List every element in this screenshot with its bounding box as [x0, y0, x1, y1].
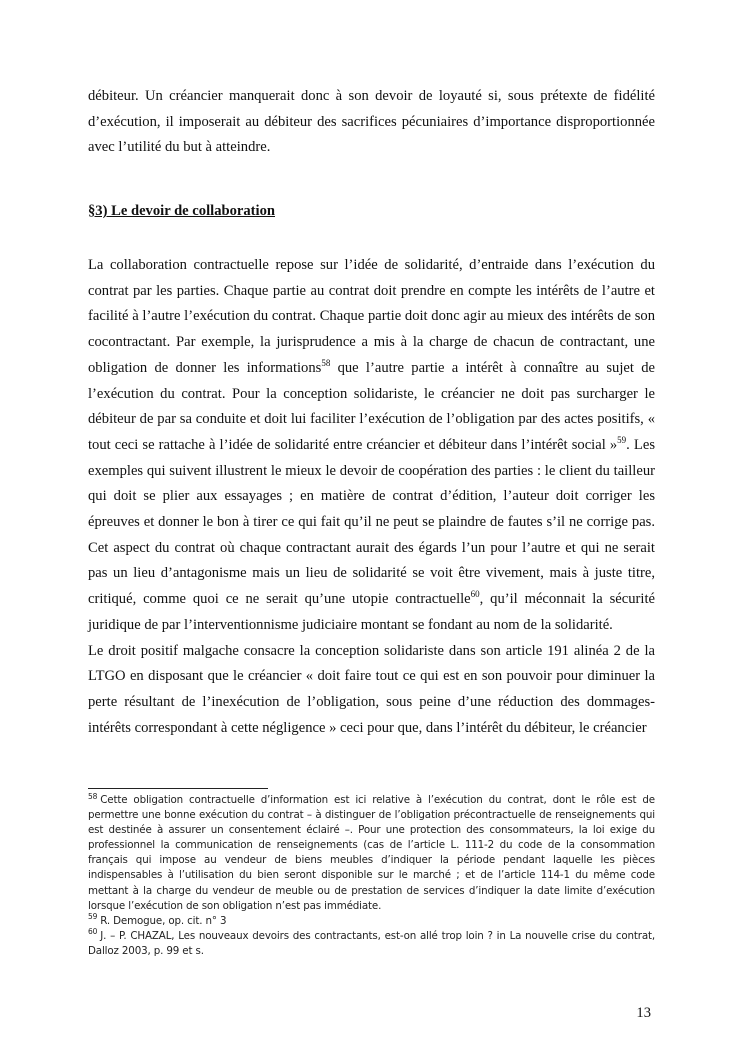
footnote-separator — [88, 788, 268, 789]
footnote-number: 58 — [88, 791, 98, 801]
paragraph-text: que l’autre partie a intérêt à connaître au sujet de l’exécution du contrat. Pour la conception solidariste, le créancier ne doit pas surcharger le débiteur de par sa conduite et doit lui faciliter l’exécution de l’obligation par des actes positifs, « tout ceci se rattache à l’idée de solidarité entre créancier et débiteur dans l’intérêt social » — [88, 359, 655, 453]
footnote-text: R. Demogue, op. cit. n° 3 — [100, 914, 227, 927]
footnote-number: 60 — [88, 927, 98, 937]
footnote-58 — [88, 793, 655, 914]
footnote-59 — [88, 914, 655, 929]
body-text-main — [88, 253, 655, 741]
footnote-number: 59 — [88, 912, 98, 922]
footnote-text: J. – P. CHAZAL, Les nouveaux devoirs des contractants, est-on allé trop loin ? in La nouvelle crise du contrat, Dalloz 2003, p. 99 et s. — [88, 929, 655, 957]
paragraph-text: . Les exemples qui suivent illustrent le mieux le devoir de coopération des parties : le client du tailleur qui doit se plier aux essayages ; en matière de contrat d’édition, l’auteur doit corriger les épreuves et donner le bon à tirer ce qui fait qu’il ne peut se plaindre de fautes s’il ne corrige pas. Cet aspect du contrat où chaque contractant aurait des égards l’un pour l’autre et qui ne serait pas un lieu d’antagonisme mais un lieu de solidarité se voit être vivement, mais à juste titre, critiqué, comme quoi ce ne serait qu’une utopie contractuelle — [88, 436, 655, 608]
page-number: 13 — [636, 1005, 651, 1021]
body-text-top — [88, 84, 655, 161]
footnote-ref-59[interactable]: 59 — [617, 435, 627, 446]
paragraph-droit-positif: Le droit positif malgache consacre la conception solidariste dans son article 191 alinéa 2 de la LTGO en disposant que le créancier « doit faire tout ce qui est en son pouvoir pour diminuer la perte résultant de l’inexécution de l’obligation, sous peine d’une réduction des dommages-intérêts correspondant à cette négligence » ceci pour que, dans l’intérêt du débiteur, le créancier — [88, 642, 655, 736]
footnotes — [88, 793, 655, 959]
paragraph-text: , qu’il méconnait la sécurité juridique de par l’interventionnisme judiciaire montant se fondant au nom de la solidarité. — [88, 591, 656, 633]
intro-paragraph: débiteur. Un créancier manquerait donc à son devoir de loyauté si, sous prétexte de fidélité d’exécution, il imposerait au débiteur des sacrifices pécuniaires d’importance disproportionnée avec l’utilité du but à atteindre. — [88, 88, 655, 156]
paragraph-text: La collaboration contractuelle repose sur l’idée de solidarité, d’entraide dans l’exécution du contrat par les parties. Chaque partie au contrat doit prendre en compte les intérêts de l’autre et facilité à l’autre l’exécution du contrat. Chaque partie doit donc agir au mieux des intérêts de son cocontractant. Par exemple, la jurisprudence a mis à la charge de chacun de contractant, une obligation de donner les informations — [88, 257, 655, 376]
footnote-text: Cette obligation contractuelle d’information est ici relative à l’exécution du contrat, dont le rôle est de permettre une bonne exécution du contrat – à distinguer de l’obligation précontractuelle de renseignements qui est destinée à assurer un consentement éclairé –. Pour une protection des consommateurs, la loi exige du professionnel la communication de renseignements (cas de l’article L. 111-2 du code de la consommation français qui impose au vendeur de biens meubles d’indiquer la période pendant laquelle les pièces indispensables à l’utilisation du bien seront disponible sur le marché ; et de l’article 114-1 du même code mettant à la charge du vendeur de meuble ou de prestation de services d’indiquer la date limite d’exécution lorsque l’exécution de son obligation n’est pas immédiate. — [88, 794, 655, 912]
section-heading: §3) Le devoir de collaboration — [88, 203, 276, 219]
footnote-60 — [88, 929, 655, 959]
footnote-ref-60[interactable]: 60 — [470, 589, 480, 600]
paragraph-collaboration — [88, 253, 655, 639]
footnote-ref-58[interactable]: 58 — [321, 357, 331, 368]
